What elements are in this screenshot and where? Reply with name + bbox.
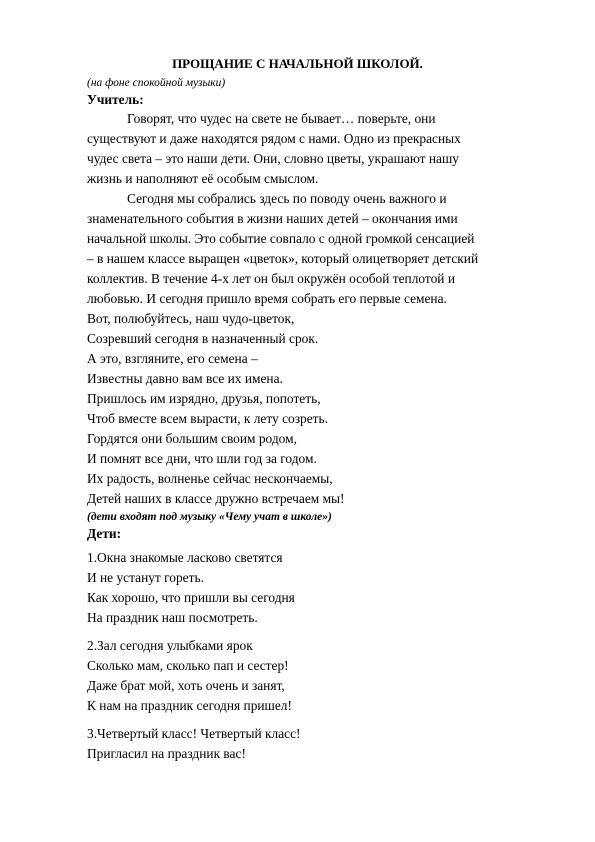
verse-line: И не устанут гореть. <box>87 570 204 585</box>
paragraph-line: Сегодня мы собрались здесь по поводу очень важного и <box>127 191 447 206</box>
poem-line: Чтоб вместе всем вырасти, к лету созреть. <box>87 411 328 426</box>
verse-line: Пригласил на праздник вас! <box>87 746 246 761</box>
verse-line: Сколько мам, сколько пап и сестер! <box>87 658 289 673</box>
paragraph-line: знаменательного события в жизни наших детей – окончания ими <box>87 211 458 226</box>
page-title: ПРОЩАНИЕ С НАЧАЛЬНОЙ ШКОЛОЙ. <box>172 56 423 71</box>
poem-line: Гордятся они большим своим родом, <box>87 431 297 446</box>
poem-line: А это, взгляните, его семена – <box>87 351 258 366</box>
paragraph-line: – в нашем классе выращен «цветок», который олицетворяет детский <box>87 251 479 266</box>
verse-line: 1.Окна знакомые ласково светятся <box>87 550 283 565</box>
paragraph-line: жизнь и наполняют её особым смыслом. <box>87 171 319 186</box>
paragraph-line: чудес света – это наши дети. Они, словно цветы, украшают нашу <box>87 151 460 166</box>
paragraph-line: коллектив. В течение 4-х лет он был окружён особой теплотой и <box>87 271 455 286</box>
stage-direction: (дети входят под музыку «Чему учат в школе») <box>87 511 332 523</box>
verse-line: 2.Зал сегодня улыбками ярок <box>87 638 253 653</box>
verse-line: 3.Четвертый класс! Четвертый класс! <box>87 726 301 741</box>
paragraph-line: начальной школы. Это событие совпало с одной громкой сенсацией <box>87 231 475 246</box>
poem-line: Известны давно вам все их имена. <box>87 371 283 386</box>
verse-line: Как хорошо, что пришли вы сегодня <box>87 590 295 605</box>
speaker-label-children: Дети: <box>87 526 122 541</box>
poem-line: Пришлось им изрядно, друзья, попотеть, <box>87 391 321 406</box>
paragraph-line: Говорят, что чудес на свете не бывает… поверьте, они <box>127 111 436 126</box>
poem-line: И помнят все дни, что шли год за годом. <box>87 451 317 466</box>
poem-line: Созревший сегодня в назначенный срок. <box>87 331 319 346</box>
poem-line: Вот, полюбуйтесь, наш чудо-цветок, <box>87 311 295 326</box>
poem-line: Их радость, волненье сейчас нескончаемы, <box>87 471 333 486</box>
speaker-label-teacher: Учитель: <box>87 92 144 107</box>
verse-line: На праздник наш посмотреть. <box>87 610 258 625</box>
verse-line: Даже брат мой, хоть очень и занят, <box>87 678 285 693</box>
verse-line: К нам на праздник сегодня пришел! <box>87 698 292 713</box>
paragraph-line: существуют и даже находятся рядом с нами. Одно из прекрасных <box>87 131 461 146</box>
paragraph-line: любовью. И сегодня пришло время собрать его первые семена. <box>87 291 447 306</box>
poem-line: Детей наших в классе дружно встречаем мы! <box>87 491 345 506</box>
stage-direction: (на фоне спокойной музыки) <box>87 77 226 89</box>
